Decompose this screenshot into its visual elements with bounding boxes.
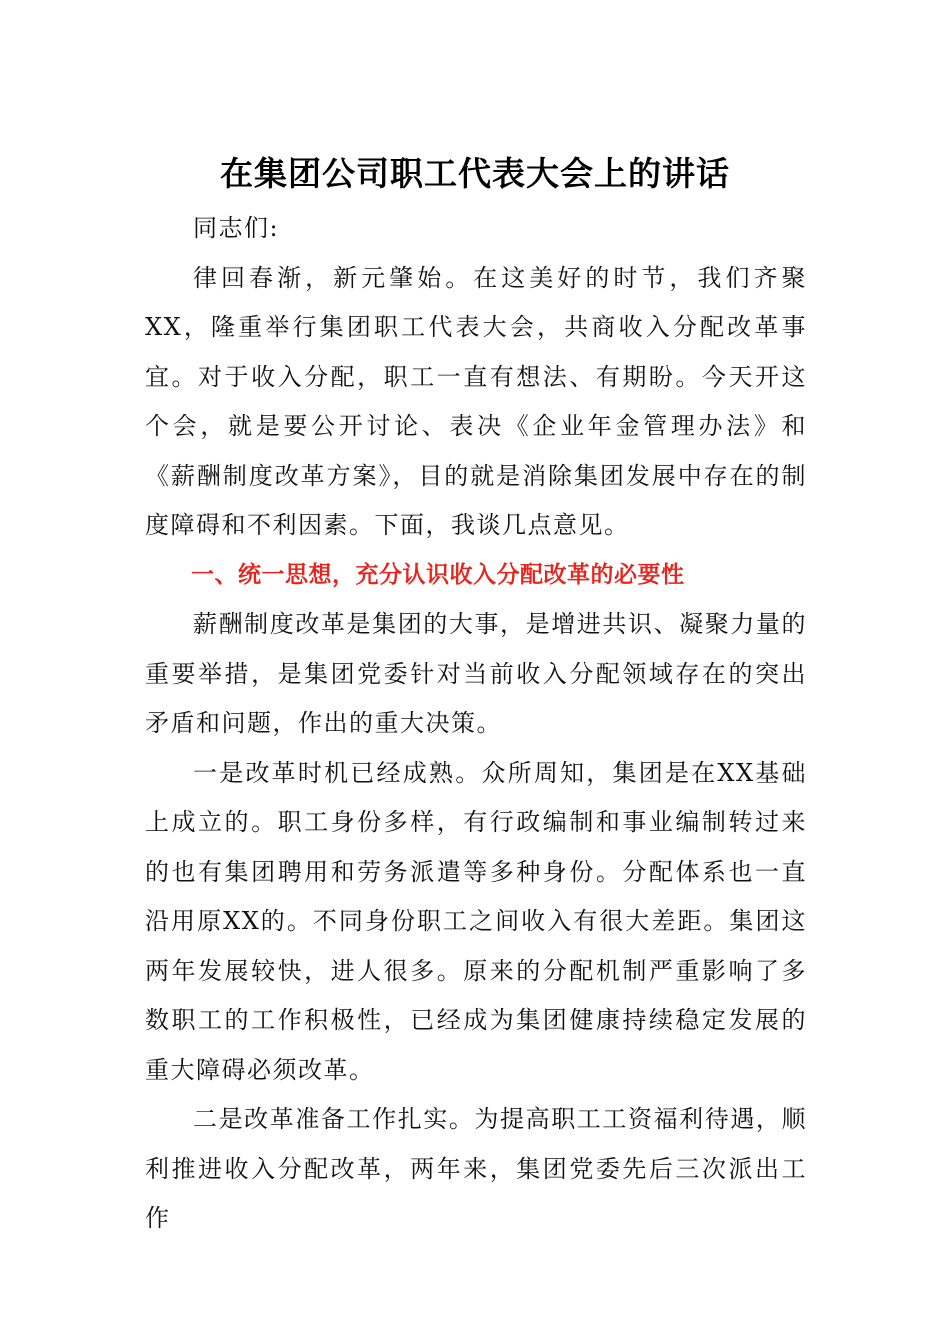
salutation: 同志们: <box>193 214 280 242</box>
section-heading-1: 一、统一思想，充分认识收入分配改革的必要性 <box>191 561 685 588</box>
section1-paragraph-2: 一是改革时机已经成熟。众所周知，集团是在XX基础上成立的。职工身份多样，有行政编制和事业编制转过来的也有集团聘用和劳务派遣等多种身份。分配体系也一直沿用原XX的。不同身份职工之间收入有很大差距。集团这两年发展较快，进人很多。原来的分配机制严重影响了多数职工的工作积极性，已经成为集团健康持续稳定发展的重大障碍必须改革。 <box>145 758 807 1084</box>
document-body <box>145 204 807 1244</box>
document-title: 在集团公司职工代表大会上的讲话 <box>220 154 730 193</box>
section1-paragraph-3: 二是改革准备工作扎实。为提高职工工资福利待遇，顺利推进收入分配改革，两年来，集团党委先后三次派出工作 <box>145 1105 807 1232</box>
intro-paragraph: 律回春渐，新元肇始。在这美好的时节，我们齐聚XX，隆重举行集团职工代表大会，共商收入分配改革事宜。对于收入分配，职工一直有想法、有期盼。今天开这个会，就是要公开讨论、表决《企业年金管理办法》和《薪酬制度改革方案》，目的就是消除集团发展中存在的制度障碍和不利因素。下面，我谈几点意见。 <box>145 263 807 539</box>
section1-paragraph-1: 薪酬制度改革是集团的大事，是增进共识、凝聚力量的重要举措，是集团党委针对当前收入分配领域存在的突出矛盾和问题，作出的重大决策。 <box>145 610 807 737</box>
